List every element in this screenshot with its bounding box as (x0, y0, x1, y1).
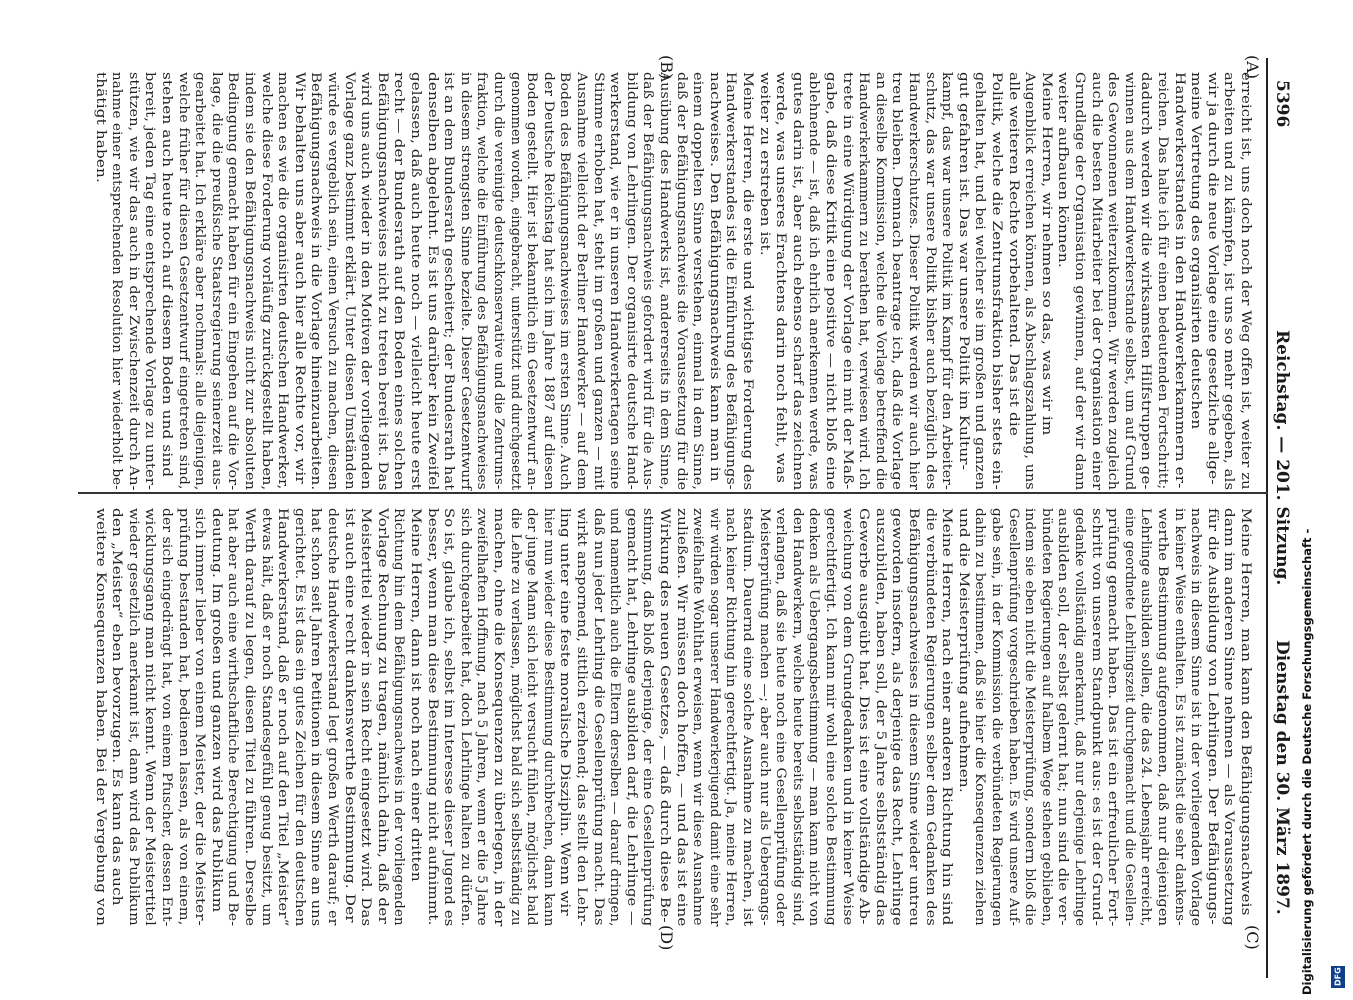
text-line: die verbündeten Regierungen selber dem Gedanken des (922, 508, 938, 926)
text-line: machen, ohne die Konsequenzen zu überlegen, in der (491, 508, 506, 927)
margin-letter-c: (C) (1243, 925, 1262, 950)
text-line: daß nun jeder Lehrling die Gesellenprüfung macht. Das (590, 508, 606, 926)
text-line: Richtung hin dem Befähigungsnachweis in der vorliegenden (391, 508, 407, 926)
text-line: gerichtet. Es ist das ein gutes Zeichen für den deutschen (291, 508, 307, 927)
text-line: Befähigungsnachweises nicht zu treten bereit ist. Das (374, 72, 390, 491)
text-line: Meine Herren, dann ist noch nach einer dritten (408, 508, 423, 882)
text-line: gerechtfertigt. Ich kann mir wohl eine solche Bestimmung (823, 508, 838, 926)
text-line: gemacht hat, Lehrlinge ausbilden darf, die Lehrlinge — (623, 508, 639, 926)
text-line: dann im anderen Sinne nehmen — als Voraussetzung (1221, 508, 1237, 926)
text-line: bereit, jeden Tag eine entsprechende Vorlage zu unter- (142, 72, 158, 491)
text-line: erreicht ist, uns doch noch der Weg offen ist, weiter zu (1238, 72, 1253, 490)
margin-letter-d: (D) (657, 925, 676, 951)
text-line: alle weiteren Rechte vorbehaltend. Das ist die (1005, 72, 1021, 437)
text-line: ist an dem Bundesrath gescheitert; der Bundesrath hat (441, 72, 457, 491)
text-line: die Lehre zu verlassen, möglichst bald sich selbstständig zu (507, 508, 523, 926)
text-line: Grundlage der Organisation gewinnen, auf der wir dann (1072, 72, 1087, 491)
text-line: in diesem strengsten Sinne bezielte. Dieser Gesetzentwurf (457, 72, 473, 491)
text-line: Meine Herren, man kann den Befähigungsnachweis (1238, 508, 1253, 916)
text-line: einem doppelten Sinne verstehen, einmal in dem Sinne, (690, 72, 706, 491)
text-line: Gewerbe ausgeübt hat. Dies ist eine vollständige Ab- (856, 508, 872, 925)
session-title: Reichstag. — 201. Sitzung. (1272, 330, 1292, 586)
text-line: ling unter eine feste moralische Disziplin. Wenn wir (557, 508, 573, 916)
text-line: stimmung, daß bloß derjenige, der eine Gesellenprüfung (640, 508, 656, 927)
text-line: treu bleiben. Demnach beantrage ich, daß die Vorlage (889, 72, 905, 490)
text-line: deutung. Im großen und ganzen wird das Publikum (208, 508, 224, 913)
text-line: sich durchgearbeitet hat, doch Lehrlinge halten zu dürfen. (457, 508, 473, 927)
text-line: genommen worden, eingebracht, unterstützt und durchgesetzt (507, 72, 523, 491)
text-line: Vorlage Rechnung zu tragen, nämlich dahin, daß der (374, 508, 390, 924)
text-line: wieder gesetzlich anerkannt ist, dann wird das Publikum (125, 508, 141, 926)
text-line: geworden insofern, als derjenige das Recht, Lehrlinge (889, 508, 905, 926)
text-line: Augenblick erreichen können, als Abschlagszahlung, uns (1022, 72, 1038, 490)
text-line: hat aber auch eine wirthschaftliche Berechtigung und Be- (225, 508, 241, 927)
text-line: Ausübung des Handwerks ist, andererseits in dem Sinne, (657, 72, 672, 490)
text-line: stehen auch heute noch auf diesem Boden und sind (159, 72, 174, 478)
text-line: Politik, welche die Zentrumsfraktion bisher stets ein- (989, 72, 1004, 490)
text-line: arbeiten und zu kämpfen, ist uns so mehr gegeben, als (1221, 72, 1237, 491)
text-line: der Deutsche Reichstag hat sich im Jahre 1887 auf diesen (540, 72, 556, 490)
digitization-note: Digitalisierung gefördert durch die Deutsche Forschungsgemeinschaft - (1300, 528, 1314, 995)
text-line: Vorlage ganz bestimmt erklärt. Unter diesen Umständen (341, 72, 357, 490)
text-line: weitere Konsequenzen haben. Bei der Vergebung von (92, 508, 108, 926)
margin-letter-a: (A) (1243, 55, 1262, 80)
text-line: werkerstand, wie er in unseren Handwerkertagen seine (607, 72, 623, 490)
text-line: indem sie eben nicht die Meisterprüfung, sondern bloß die (1022, 508, 1038, 926)
text-line: Handwerkerstandes ist die Einführung des Befähigungs- (723, 72, 739, 490)
text-line: Ausnahme vielleicht der Berliner Handwerker — auf dem (574, 72, 589, 490)
text-line: meine Vertretung des organisirten deutschen (1188, 72, 1204, 430)
text-line: nach keiner Richtung hin gerechtfertigt. Ja, meine Herren, (723, 508, 739, 927)
text-line: Meisterprüfung machen —; aber auch nur als Uebergangs- (756, 508, 772, 926)
text-line: durch die vereinigte deutschkonservative und die Zentrums- (491, 72, 506, 490)
text-line: ablehnende — ist, daß ich ehrlich anerkennen werde, was (806, 72, 822, 490)
text-line: etwas hält, daß er noch Standesgefühl genug besitzt, um (258, 508, 274, 927)
text-line: wir ja durch die neue Vorlage eine gesetzliche allge- (1204, 72, 1220, 485)
column-divider (78, 492, 1268, 494)
text-line: Wirkung des neuen Gesetzes, — daß durch diese Be- (657, 508, 672, 923)
text-line: des Gewonnenen weiterzukommen. Wir werden zugleich (1105, 72, 1121, 491)
text-line: So ist, glaube ich, selbst im Interesse dieser Jugend es (441, 508, 457, 927)
text-line: bündeten Regierungen auf halbem Wege stehen geblieben, (1038, 508, 1054, 927)
header-rule (1266, 58, 1268, 978)
text-line: der sich eingedrängt hat, von einem Pfuscher, dessen Ent- (159, 508, 174, 927)
text-line: schutz, das war unsere Politik bisher auch bezüglich des (922, 72, 938, 490)
text-line: schritt von unserem Standpunkt aus: es ist der Grund- (1088, 508, 1104, 926)
text-line: welche diese Forderung vorläufig zurückgestellt haben, (258, 72, 274, 491)
text-line: auch die besten Mitarbeiter bei der Organisation einer (1088, 72, 1104, 491)
text-line: Boden gestellt. Hier ist bekanntlich ein Gesetzentwurf an- (524, 72, 540, 491)
text-line: ist auch eine recht dankenswerthe Bestimmung. Der (341, 508, 357, 923)
text-line: eine geordnete Lehrlingszeit durchgemacht und die Gesellen- (1121, 508, 1137, 927)
text-line: an dieselbe Kommission, welche die Vorlage betreffend die (872, 72, 888, 490)
text-line: Boden des Befähigungsnachweises im ersten Sinne. Auch (557, 72, 573, 491)
text-line: dahin zu bestimmen, daß sie hier die Konsequenzen ziehen (972, 508, 988, 926)
text-line: Bedingung gemacht haben für ein Eingehen auf die Vor- (225, 72, 241, 491)
text-line: wird uns auch wieder in den Motiven der vorliegenden (358, 72, 374, 490)
text-line: werthe Bestimmung aufgenommen, daß nur diejenigen (1155, 508, 1170, 927)
text-line: Handwerkerstand, daß er noch auf den Titel „Meister“ (275, 508, 291, 927)
text-line: zuließen. Wir müssen doch hoffen, — und das ist eine (673, 508, 689, 927)
session-date: Dienstag den 30. März 1897. (1272, 640, 1292, 915)
text-line: thätigt haben. (92, 72, 108, 183)
text-line: nachweis in diesem Sinne ist in der vorliegenden Vorlage (1188, 508, 1204, 927)
text-line: Gesellenprüfung vorgeschrieben haben. Es wird unsere Auf- (1005, 508, 1021, 926)
text-line: Meistertitel wieder in sein Recht eingesetzt wird. Das (358, 508, 374, 927)
text-line: deutsche Handwerkerstand legt großen Werth darauf; er (325, 508, 340, 926)
text-line: wicklungsgang man nicht kennt. Wenn der Meistertitel (142, 508, 158, 926)
dfg-logo: DFG (1331, 966, 1345, 988)
text-line: stützen, wie wir das auch in der Zwischenzeit durch An- (125, 72, 141, 491)
text-line: den Handwerkern, welche heute bereits selbstständig sind, (789, 508, 805, 927)
text-line: dadurch werden wir die wirksamsten Hilfstruppen ge- (1138, 72, 1154, 490)
text-line: daß der Befähigungsnachweis gefordert wird für die Aus- (640, 72, 656, 491)
text-line: gearbeitet hat. Ich erkläre aber nochmals: alle diejenigen, (192, 72, 208, 491)
text-line: gabe sein, in der Kommission die verbündeten Regierungen (989, 508, 1004, 927)
text-line: und namentlich auch die Eltern derselben — darauf dringen, (607, 508, 623, 927)
text-line: daß der Befähigungsnachweis die Voraussetzung für die (673, 72, 689, 491)
text-line: kampf, das war unsere Politik im Kampf für den Arbeiter- (939, 72, 955, 490)
text-line: für die Ausbildung von Lehrlingen. Der Befähigungs- (1204, 508, 1220, 925)
text-line: besser, wenn man diese Bestimmung nicht aufnimmt. (424, 508, 440, 926)
text-line: Wir behalten uns aber auch hier alle Rechte vor, wir (291, 72, 307, 484)
text-line: den „Meister“ eben bevorzugen. Es kann das auch (109, 508, 125, 906)
text-line: recht — der Bundesrath auf den Boden eines solchen (391, 72, 407, 491)
page-number: 5396 (1272, 80, 1292, 128)
text-line: gedanke vollständig anerkannt, daß nur derjenige Lehrlinge (1072, 508, 1087, 927)
text-line: gehalten hat, und bei welcher sie im großen und ganzen (972, 72, 988, 491)
text-line: prüfung bestanden hat, bedienen lassen, als von einem, (175, 508, 191, 926)
text-line: trete in eine Würdigung der Vorlage ein mit der Maß- (839, 72, 855, 490)
text-line: gutes darin ist, aber auch ebenso scharf das zeichnen (789, 72, 805, 491)
text-line: der junge Mann sich leicht versucht fühlen, möglichst bald (524, 508, 540, 926)
text-line: weichung von dem Grundgedanken und in keiner Weise (839, 508, 855, 926)
text-line: Meine Herren, die erste und wichtigste Forderung des (740, 72, 755, 491)
text-line: bildung von Lehrlingen. Der organisirte deutsche Hand- (623, 72, 639, 490)
text-line: zweifelhafte Wohlthat erweisen, wenn wir diese Ausnahme (690, 508, 706, 926)
text-line: wirkt anspornend, sittlich erziehend; das stellt den Lehr- (574, 508, 589, 927)
text-line: hat schon seit Jahren Petitionen in diesem Sinne an uns (308, 508, 324, 927)
text-line: Befähigungsnachweises in diesem Sinne wieder untreu (906, 508, 921, 927)
text-line: machen es wie die organisirten deutschen Handwerker, (275, 72, 291, 490)
text-line: auszubilden, haben soll, der 5 Jahre selbstständig das (872, 508, 888, 926)
text-line: hier nun wieder diese Bestimmung durchbrechen, dann kann (540, 508, 556, 927)
text-line: in keiner Weise enthalten. Es ist zunächst die sehr dankens- (1171, 508, 1187, 926)
text-line: weiter zu erstreben ist. (756, 72, 772, 256)
text-line: fraktion, welche die Einführung des Befähigungsnachweises (474, 72, 490, 490)
text-line: winnen aus dem Handwerkerstande selbst, um auf Grund (1121, 72, 1137, 491)
text-line: indem sie den Befähigungsnachweis nicht zur absoluten (242, 72, 257, 491)
text-line: wir würden sogar unserer Handwerkerjugend damit eine sehr (706, 508, 722, 927)
text-line: nachweises. Den Befähigungsnachweis kann man in (706, 72, 722, 482)
text-line: Handwerkerschutzes. Dieser Politik werden wir auch hier (906, 72, 921, 491)
text-line: denselben abgelehnt. Es ist uns darüber kein Zweifel (424, 72, 440, 491)
margin-letter-b: (B) (657, 55, 676, 80)
text-line: gut gefahren ist. Das war unsere Politik im Kultur- (955, 72, 971, 470)
text-line: zweifelhaften Hoffnung, nach 5 Jahren, wenn er die 5 Jahre (474, 508, 490, 926)
text-line: ausbilden soll, der selbst gelernt hat; nun sind die ver- (1055, 508, 1071, 926)
text-line: Stimme erhoben hat, steht im großen und ganzen — mit (590, 72, 606, 490)
text-line: werde, was unseres Erachtens darin noch fehlt, was (773, 72, 789, 484)
text-line: Befähigungsnachweis in die Vorlage hineinzuarbeiten. (308, 72, 324, 491)
text-line: reichen. Das halte ich für einen bedeutenden Fortschritt; (1155, 72, 1170, 490)
text-line: Handwerkerstandes in den Handwerkerkammern er- (1171, 72, 1187, 489)
text-line: stadium. Dauernd eine solche Ausnahme zu machen, ist (740, 508, 755, 927)
text-line: lage, die die preußische Staatsregierung seinerzeit aus- (208, 72, 224, 491)
text-line: Lehrlinge ausbilden sollen, die das 24. Lebensjahr erreicht, (1138, 508, 1154, 927)
text-line: gabe, daß diese Kritik eine positive — nicht bloß eine (823, 72, 838, 490)
text-line: Meine Herren, nach einer anderen Richtung hin sind (939, 508, 955, 926)
text-line: weiter aufbauen können. (1055, 72, 1071, 268)
text-line: welche früher für diesen Gesetzentwurf eingetreten sind, (175, 72, 191, 490)
text-line: nahme einer entsprechenden Resolution hier wiederholt be- (109, 72, 125, 490)
text-line: gelassen, daß auch heute noch — vielleicht heute erst (408, 72, 423, 490)
text-line: Werth darauf zu legen, diesen Titel zu führen. Derselbe (242, 508, 257, 927)
text-line: sich immer lieber von einem Meister, der die Meister- (192, 508, 208, 926)
text-line: Handwerkerkammern zu berathen hat, verwiesen wird. Ich (856, 72, 872, 490)
text-line: prüfung gemacht haben. Das ist ein erfreulicher Fort- (1105, 508, 1121, 927)
text-line: denken als Uebergangsbestimmung — man kann nicht von (806, 508, 822, 927)
text-line: verlangen, daß sie heute noch eine Gesellenprüfung oder (773, 508, 789, 926)
text-line: würde es vergeblich sein, einen Versuch zu machen, diesen (325, 72, 340, 491)
text-line: und die Meisterprüfung aufnehmen. (955, 508, 971, 793)
text-line: Meine Herren, wir nehmen so das, was wir im (1038, 72, 1054, 436)
